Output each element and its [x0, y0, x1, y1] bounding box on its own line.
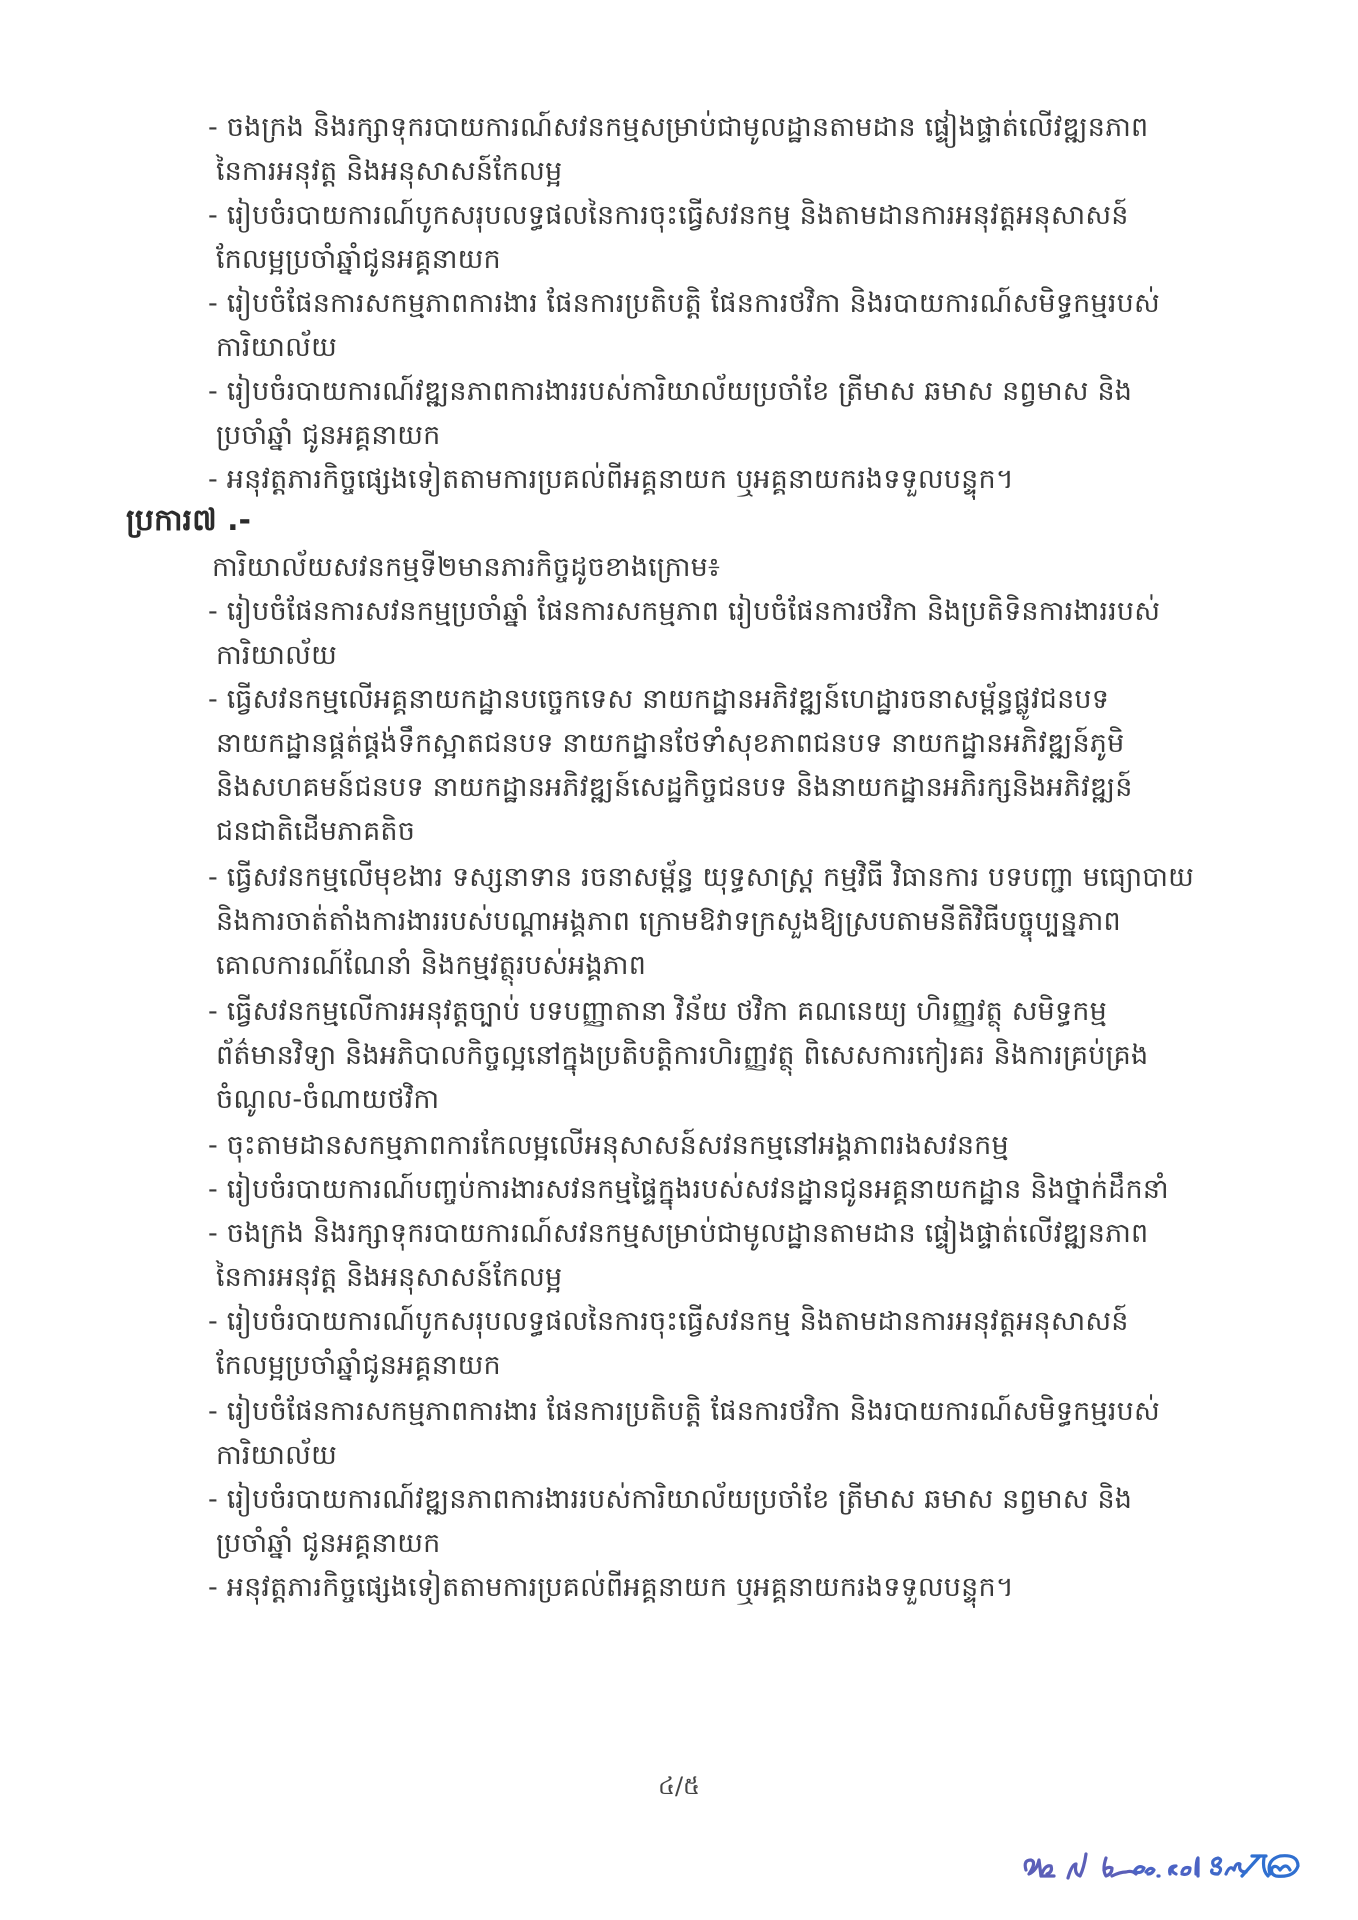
- list-item-line: ការិយាល័យ: [216, 1440, 337, 1471]
- list-item-line: - ធ្វើសវនកម្មលើអគ្គនាយកដ្ឋានបច្ចេកទេស នាយកដ្ឋានអភិវឌ្ឍន៍ហេដ្ឋារចនាសម្ព័ន្ធផ្លូវជនបទ: [208, 684, 1110, 715]
- list-item-line: កែលម្អប្រចាំឆ្នាំជូនអគ្គនាយក: [216, 1350, 501, 1381]
- list-item-line: នៃការអនុវត្ត និងអនុសាសន៍កែលម្អ: [216, 156, 563, 187]
- list-item-line: ការិយាល័យ: [216, 640, 337, 671]
- list-item-line: - រៀបចំរបាយការណ៍បូកសរុបលទ្ធផលនៃការចុះធ្វើសវនកម្ម និងតាមដានការអនុវត្តអនុសាសន៍: [208, 200, 1129, 231]
- list-item-line: - រៀបចំរបាយការណ៍បញ្ចប់ការងារសវនកម្មផ្ទៃក្នុងរបស់សវនដ្ឋានជូនអគ្គនាយកដ្ឋាន និងថ្នាក់ដឹកនាំ: [208, 1174, 1169, 1205]
- list-item-line: គោលការណ៍ណែនាំ និងកម្មវត្ថុរបស់អង្គភាព: [216, 950, 647, 981]
- list-item-line: - ធ្វើសវនកម្មលើការអនុវត្តច្បាប់ បទបញ្ញាតានា វិន័យ ថវិកា គណនេយ្យ ហិរញ្ញវត្ថុ សមិទ្ធកម្ម: [208, 996, 1107, 1027]
- list-item-line: - ចងក្រង និងរក្សាទុករបាយការណ៍សវនកម្មសម្រាប់ជាមូលដ្ឋានតាមដាន ផ្ទៀងផ្ទាត់លើវឌ្ឍនភាព: [208, 112, 1149, 143]
- list-item-line: ជនជាតិដើមភាគតិច: [216, 816, 416, 847]
- list-item-line: - ចងក្រង និងរក្សាទុករបាយការណ៍សវនកម្មសម្រាប់ជាមូលដ្ឋានតាមដាន ផ្ទៀងផ្ទាត់លើវឌ្ឍនភាព: [208, 1218, 1149, 1249]
- list-item-line: - ធ្វើសវនកម្មលើមុខងារ ទស្សនាទាន រចនាសម្ព័ន្ធ យុទ្ធសាស្ត្រ កម្មវិធី វិធានការ បទបញ្ជា មធ្យោបាយ: [208, 862, 1195, 893]
- signature-icon: [1020, 1836, 1330, 1896]
- page-number: ៤/៥: [657, 1772, 701, 1800]
- list-item-line: - រៀបចំផែនការសកម្មភាពការងារ ផែនការប្រតិបត្តិ ផែនការថវិកា និងរបាយការណ៍សមិទ្ធកម្មរបស់: [208, 288, 1160, 319]
- list-item-line: - រៀបចំរបាយការណ៍បូកសរុបលទ្ធផលនៃការចុះធ្វើសវនកម្ម និងតាមដានការអនុវត្តអនុសាសន៍: [208, 1306, 1129, 1337]
- list-item-line: - រៀបចំផែនការសកម្មភាពការងារ ផែនការប្រតិបត្តិ ផែនការថវិកា និងរបាយការណ៍សមិទ្ធកម្មរបស់: [208, 1396, 1160, 1427]
- list-item-line: - អនុវត្តភារកិច្ចផ្សេងទៀតតាមការប្រគល់ពីអគ្គនាយក ឬអគ្គនាយករងទទួលបន្ទុក។: [208, 464, 1014, 495]
- list-item-line: និងការចាត់តាំងការងាររបស់បណ្តាអង្គភាព ក្រោមឱវាទក្រសួងឱ្យស្របតាមនីតិវិធីបច្ចុប្បន្នភាព: [216, 906, 1121, 937]
- list-item-line: - រៀបចំរបាយការណ៍វឌ្ឍនភាពការងាររបស់ការិយាល័យប្រចាំខែ ត្រីមាស ឆមាស នព្វមាស និង: [208, 1484, 1133, 1515]
- list-item-line: ប្រចាំឆ្នាំ ជូនអគ្គនាយក: [216, 420, 441, 451]
- article-intro: ការិយាល័យសវនកម្មទី២មានភារកិច្ចដូចខាងក្រោម៖: [212, 552, 721, 583]
- list-item-line: នាយកដ្ឋានផ្គត់ផ្គង់ទឹកស្អាតជនបទ នាយកដ្ឋានថែទាំសុខភាពជនបទ នាយកដ្ឋានអភិវឌ្ឍន៍ភូមិ: [216, 728, 1125, 759]
- list-item-line: និងសហគមន៍ជនបទ នាយកដ្ឋានអភិវឌ្ឍន៍សេដ្ឋកិច្ចជនបទ និងនាយកដ្ឋានអភិរក្សនិងអភិវឌ្ឍន៍: [216, 772, 1133, 803]
- list-item-line: នៃការអនុវត្ត និងអនុសាសន៍កែលម្អ: [216, 1262, 563, 1293]
- list-item-line: ចំណូល-ចំណាយថវិកា: [216, 1084, 440, 1115]
- article-heading: ប្រការ៧ .-: [126, 503, 251, 538]
- list-item-line: ការិយាល័យ: [216, 332, 337, 363]
- list-item-line: - រៀបចំផែនការសវនកម្មប្រចាំឆ្នាំ ផែនការសកម្មភាព រៀបចំផែនការថវិកា និងប្រតិទិនការងាររបស់: [208, 596, 1161, 627]
- list-item-line: - ចុះតាមដានសកម្មភាពការកែលម្អលើអនុសាសន៍សវនកម្មនៅអង្គភាពរងសវនកម្ម: [208, 1130, 1009, 1161]
- list-item-line: ព័ត៌មានវិទ្យា និងអភិបាលកិច្ចល្អនៅក្នុងប្រតិបត្តិការហិរញ្ញវត្ថុ ពិសេសការកៀរគរ និងការគ្រប់គ្រង: [216, 1040, 1149, 1071]
- list-item-line: ប្រចាំឆ្នាំ ជូនអគ្គនាយក: [216, 1528, 441, 1559]
- list-item-line: - អនុវត្តភារកិច្ចផ្សេងទៀតតាមការប្រគល់ពីអគ្គនាយក ឬអគ្គនាយករងទទួលបន្ទុក។: [208, 1572, 1014, 1603]
- list-item-line: កែលម្អប្រចាំឆ្នាំជូនអគ្គនាយក: [216, 244, 501, 275]
- list-item-line: - រៀបចំរបាយការណ៍វឌ្ឍនភាពការងាររបស់ការិយាល័យប្រចាំខែ ត្រីមាស ឆមាស នព្វមាស និង: [208, 376, 1133, 407]
